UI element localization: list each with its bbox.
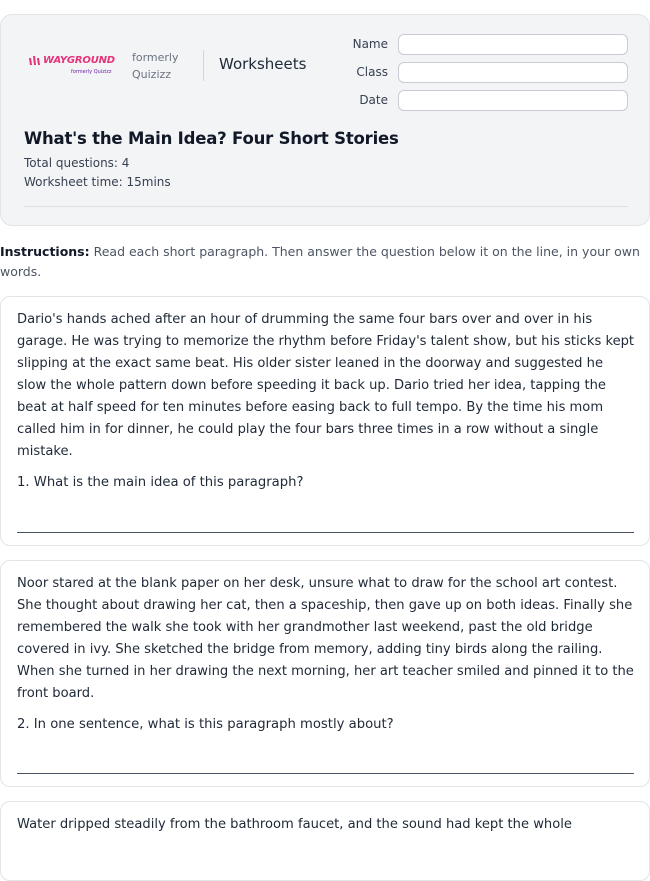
worksheets-label: Worksheets (219, 55, 307, 73)
worksheet-title: What's the Main Idea? Four Short Stories (24, 129, 399, 148)
passage-3: Water dripped steadily from the bathroom faucet, and the sound had kept the whole (17, 817, 572, 832)
logo-wordmark: WAYGROUND (43, 55, 115, 66)
formerly-quizizz-text: formerly Quizizz (132, 51, 179, 81)
instructions-label: Instructions: (0, 244, 90, 259)
passage-2: Noor stared at the blank paper on her desk, unsure what to draw for the school art contest. She thought about drawing her cat, then a spaceship, then gave up on both ideas. Finally she remembered the walk she took with her grandmother last weekend, past the old bridge covered in ivy. She sketched the bridge from memory, adding tiny birds along the railing. When she turned in her drawing the next morning, her art teacher smiled and pinned it to the front board. (17, 576, 634, 701)
header-rule (24, 206, 628, 207)
total-questions: Total questions: 4 (24, 156, 130, 170)
answer-line-1[interactable] (17, 532, 634, 533)
name-field[interactable] (398, 34, 628, 55)
question-card-2 (0, 560, 650, 787)
class-field[interactable] (398, 62, 628, 83)
class-label: Class (356, 65, 388, 79)
date-field[interactable] (398, 90, 628, 111)
question-card-1 (0, 296, 650, 546)
worksheet-header (0, 14, 650, 226)
question-card-3 (0, 801, 650, 881)
logo-subtext: formerly Quizizz (71, 69, 112, 75)
passage-1: Dario's hands ached after an hour of drumming the same four bars over and over in his garage. He was trying to memorize the rhythm before Friday's talent show, but his sticks kept slipping at the exact same beat. His older sister leaned in the doorway and suggested he slow the whole pattern down before speeding it back up. Dario tried her idea, tapping the beat at half speed for ten minutes before easing back to full tempo. By the time his mom called him in for dinner, he could play the four bars three times in a row without a single mistake. (17, 312, 635, 459)
answer-line-2[interactable] (17, 773, 634, 774)
question-prompt-2: 2. In one sentence, what is this paragraph mostly about? (17, 717, 394, 732)
instructions (0, 242, 640, 282)
name-label: Name (352, 37, 388, 51)
header-divider (203, 50, 204, 81)
wayground-logo (29, 55, 119, 79)
instructions-text: Read each short paragraph. Then answer the question below it on the line, in your own words. (0, 244, 640, 279)
question-prompt-1: 1. What is the main idea of this paragraph? (17, 475, 304, 490)
worksheet-time: Worksheet time: 15mins (24, 175, 171, 189)
date-label: Date (359, 93, 388, 107)
wayground-logo-icon (29, 56, 43, 66)
